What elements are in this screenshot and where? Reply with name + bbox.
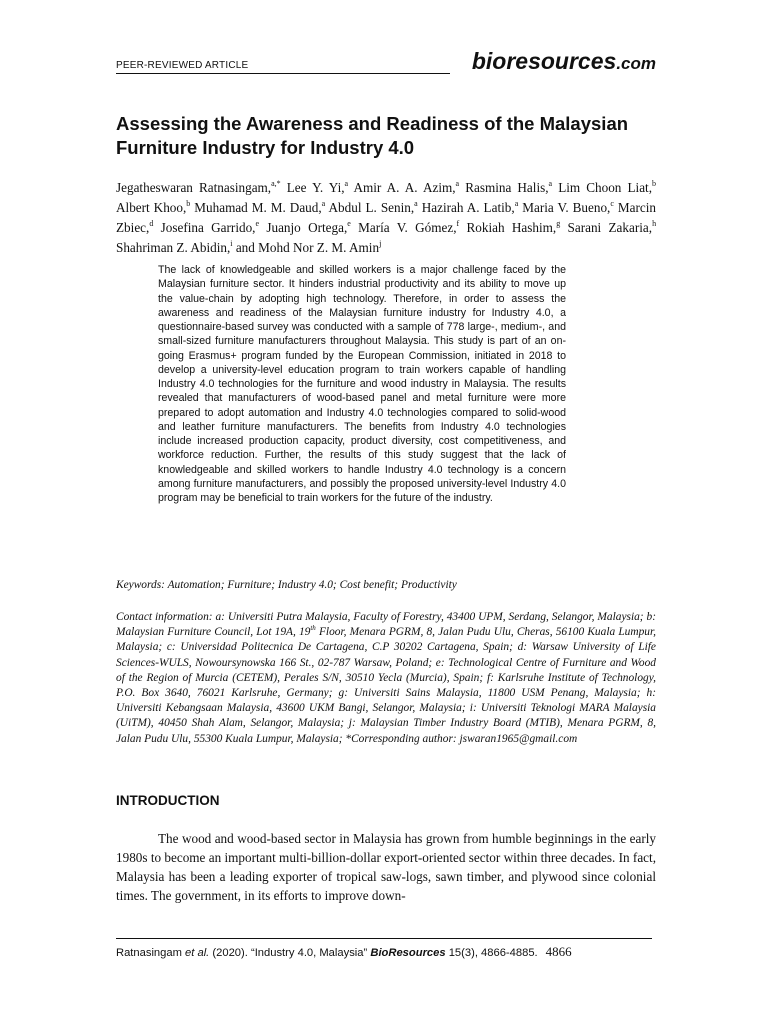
author-affiliation: d: [149, 219, 154, 228]
author-affiliation: e: [255, 219, 260, 228]
author-name: Shahriman Z. Abidin,: [116, 240, 231, 255]
author-name: Jegatheswaran Ratnasingam,: [116, 180, 272, 195]
page-footer: Ratnasingam et al. (2020). “Industry 4.0, Malaysia” BioResources 15(3), 4866-4885. 4866: [116, 944, 572, 959]
author-name: Marcin Zbiec,: [116, 200, 656, 235]
author-name: Sarani Zakaria,: [567, 220, 653, 235]
bioresources-logo: bioresources.com: [471, 48, 656, 74]
author-name: Lee Y. Yi,: [286, 180, 345, 195]
author-affiliation: b: [652, 179, 657, 188]
author-affiliation: a: [455, 179, 460, 188]
author-name: Lim Choon Liat,: [558, 180, 653, 195]
author-name: María V. Gómez,: [358, 220, 457, 235]
author-affiliation: a: [548, 179, 553, 188]
footer-rule: [116, 938, 652, 939]
author-affiliation: i: [230, 239, 233, 248]
author-name: Abdul L. Senin,: [328, 200, 415, 215]
author-name: Albert Khoo,: [116, 200, 187, 215]
author-affiliation: a: [514, 199, 519, 208]
footer-journal: BioResources: [370, 947, 446, 959]
author-name: Hazirah A. Latib,: [421, 200, 515, 215]
keywords: Keywords: Automation; Furniture; Industry 4.0; Cost benefit; Productivity: [116, 579, 457, 591]
peer-reviewed-label: PEER-REVIEWED ARTICLE: [116, 60, 249, 71]
author-affiliation: h: [652, 219, 657, 228]
introduction-heading: INTRODUCTION: [116, 793, 220, 808]
author-affiliation: a: [321, 199, 326, 208]
author-name: Muhamad M. M. Daud,: [194, 200, 322, 215]
author-name: Rasmina Halis,: [465, 180, 549, 195]
article-title: Assessing the Awareness and Readiness of the Malaysian Furniture Industry for Industry 4.0: [116, 113, 629, 158]
author-name: Juanjo Ortega,: [266, 220, 348, 235]
author-affiliation: a: [344, 179, 349, 188]
author-name: Amir A. A. Azim,: [353, 180, 456, 195]
author-affiliation: a: [414, 199, 418, 208]
author-list: [116, 178, 656, 258]
contact-information: Contact information: a: Universiti Putra Malaysia, Faculty of Forestry, 43400 UPM, Serdang, Selangor, Malaysia; b: Malaysian Furniture Council, Lot 19A, 19th Floor, Menara PGRM, 8, Jalan Pudu Ulu, Cheras, 56100 Kuala Lumpur, Malaysia; c: Universidad Politecnica De Cartagena, C.P 30202 Cartagena, Spain; d: Warsaw University of Life Sciences-WULS, Nowoursynowska 166 St., 02-787 Warsaw, Poland; e: Technological Centre of Furniture and Wood of the Region of Murcia (CETEM), Perales S/N, 30510 Yecla (Murcia), Spain; f: Karlsruhe Institute of Technology, P.O. Box 3640, 76021 Karlsruhe, Germany; g: Universiti Sains Malaysia, 11800 USM Penang, Malaysia; h: Universiti Kebangsaan Malaysia, 43600 UKM Bangi, Selangor, Malaysia; i: Universiti Teknologi MARA Malaysia (UiTM), 40450 Shah Alam, Selangor, Malaysia; j: Malaysian Timber Industry Board (MTIB), Menara PGRM, 8, Jalan Pudu Ulu, 55300 Kuala Lumpur, Malaysia; *Corresponding author: jswaran1965@gmail.com: [116, 611, 656, 745]
author-name: Maria V. Bueno,: [522, 200, 611, 215]
author-affiliation: a,*: [271, 179, 281, 188]
abstract: The lack of knowledgeable and skilled workers is a major challenge faced by the Malaysian furniture sector. It hinders industrial productivity and its ability to move up the value-chain by adopting high technology. Therefore, in order to assess the awareness and readiness of the Malaysian furniture industry for Industry 4.0, a questionnaire-based survey was conducted with a sample of 778 large-, medium-, and small-sized furniture manufacturers throughout Malaysia. This study is part of an on-going Erasmus+ program funded by the European Commission, initiated in 2018 to develop a university-level education program to train workers capable of handling Industry 4.0 technologies for the furniture and wood industry in Malaysia. The results revealed that manufacturers of wood-based panel and metal furniture were more prepared to adopt automation and Industry 4.0 technologies compared to solid-wood and leather furniture manufacturers. The benefits from Industry 4.0 technologies include increased production capacity, product diversity, cost competitiveness, and workforce reduction. Further, the results of this study suggest that the lack of knowledgeable and skilled workers to handle Industry 4.0 technology is a concern among furniture manufacturers, and possibly the proposed university-level Industry 4.0 program may be beneficial to train workers for the future of the industry.: [158, 264, 566, 504]
author-affiliation: b: [186, 199, 191, 208]
header-rule: [116, 73, 450, 74]
author-affiliation: f: [456, 219, 460, 228]
page-header: [116, 48, 656, 78]
author-name: Rokiah Hashim,: [466, 220, 557, 235]
author-affiliation: j: [379, 239, 382, 248]
author-name: Josefina Garrido,: [160, 220, 256, 235]
author-affiliation: c: [610, 199, 614, 208]
page-number: 4866: [545, 944, 572, 959]
introduction-paragraph: The wood and wood-based sector in Malaysia has grown from humble beginnings in the early 1980s to become an important multi-billion-dollar export-oriented sector within three decades. In fact, Malaysia has been a leading exporter of tropical saw-logs, sawn timber, and plywood since colonial times. The government, in its efforts to improve down-: [116, 831, 656, 903]
author-affiliation: e: [347, 219, 351, 228]
author-name: and Mohd Nor Z. M. Amin: [235, 240, 380, 255]
author-affiliation: g: [556, 219, 561, 228]
